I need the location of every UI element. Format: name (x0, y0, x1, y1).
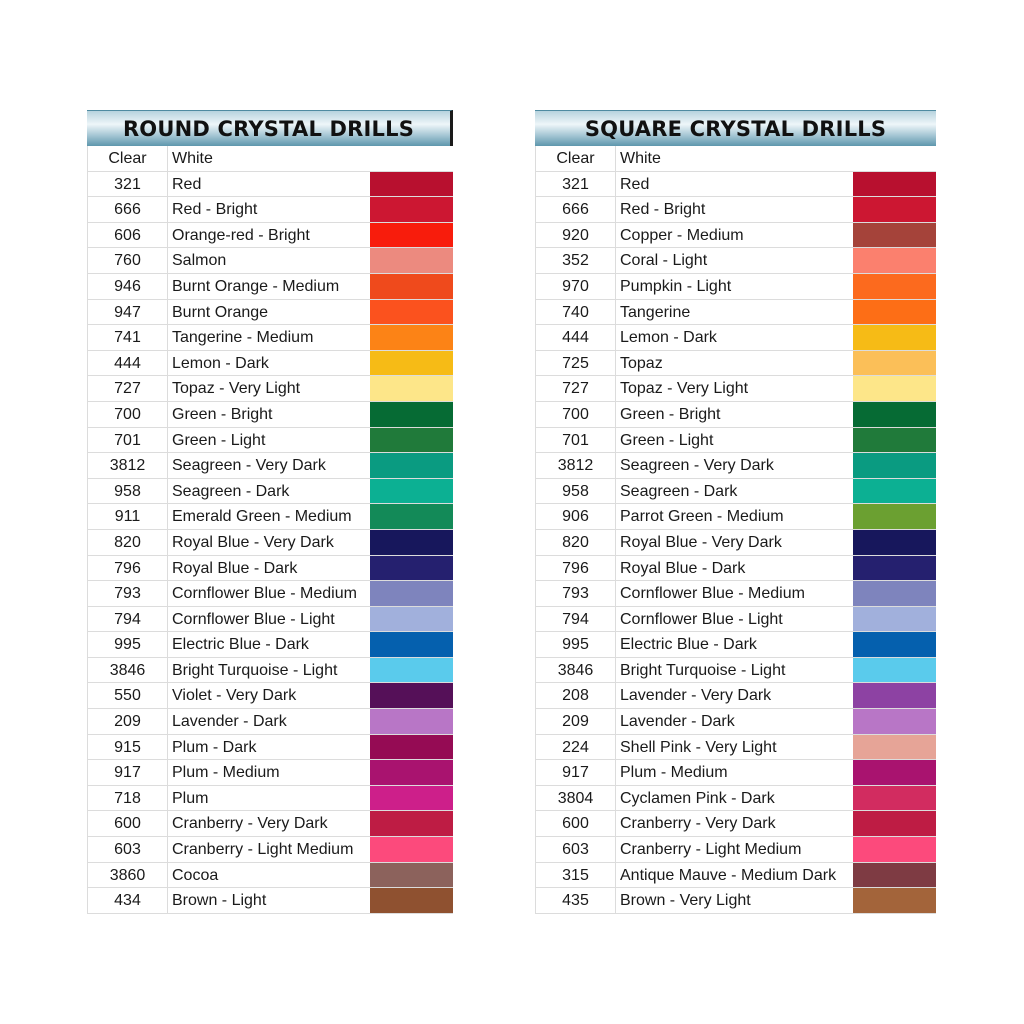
color-swatch (853, 325, 936, 350)
color-swatch (370, 607, 453, 632)
color-swatch (853, 351, 936, 376)
table-row (88, 658, 453, 684)
drill-code: 444 (536, 325, 616, 350)
drill-color-name: Tangerine - Medium (172, 329, 314, 347)
color-swatch (853, 428, 936, 453)
drill-code: 434 (88, 888, 168, 913)
drill-color-name: Green - Light (172, 431, 266, 449)
table-row (88, 325, 453, 351)
drill-color-name: Salmon (172, 252, 227, 270)
color-swatch (853, 402, 936, 427)
color-swatch (853, 172, 936, 197)
color-swatch (853, 888, 936, 913)
drill-color-name: Cranberry - Light Medium (172, 841, 354, 859)
drill-code: 793 (536, 581, 616, 606)
color-swatch (370, 683, 453, 708)
table-row (88, 453, 453, 479)
table-row (88, 376, 453, 402)
drill-color-name: Tangerine (620, 303, 691, 321)
color-swatch (370, 248, 453, 273)
table-row (88, 683, 453, 709)
drill-code: 3804 (536, 786, 616, 811)
color-swatch (853, 376, 936, 401)
color-swatch (853, 300, 936, 325)
drill-code: 946 (88, 274, 168, 299)
table-row (88, 172, 453, 198)
drill-code: 3846 (88, 658, 168, 683)
drill-color-name: Lavender - Very Dark (620, 687, 772, 705)
table-row (536, 530, 936, 556)
color-swatch (853, 504, 936, 529)
table-row (88, 351, 453, 377)
drill-code: 3812 (536, 453, 616, 478)
drill-code: 435 (536, 888, 616, 913)
square-drills-table (535, 110, 936, 914)
color-swatch (370, 632, 453, 657)
drill-color-name: Royal Blue - Dark (172, 559, 298, 577)
color-swatch (370, 581, 453, 606)
color-swatch (370, 146, 453, 171)
table-row (88, 888, 453, 914)
color-swatch (370, 863, 453, 888)
drill-color-name: White (172, 150, 213, 167)
square-drills-rows (535, 146, 936, 914)
color-swatch (370, 760, 453, 785)
drill-color-name: Bright Turquoise - Light (620, 661, 786, 679)
table-row (536, 888, 936, 914)
table-row (536, 658, 936, 684)
drill-code: 917 (536, 760, 616, 785)
drill-color-name: Emerald Green - Medium (172, 508, 352, 526)
drill-color-name: Brown - Very Light (620, 892, 751, 910)
drill-color-name: Cyclamen Pink - Dark (620, 789, 775, 807)
color-swatch (370, 658, 453, 683)
drill-code: 727 (88, 376, 168, 401)
drill-color-name: Antique Mauve - Medium Dark (620, 866, 837, 884)
color-swatch (370, 351, 453, 376)
color-swatch (370, 453, 453, 478)
drill-code: 958 (88, 479, 168, 504)
table-row (536, 556, 936, 582)
drill-color-name: Red - Bright (172, 201, 258, 219)
drill-color-name: Shell Pink - Very Light (620, 738, 777, 756)
table-row (536, 351, 936, 377)
drill-code: 550 (88, 683, 168, 708)
drill-color-name: Red (620, 175, 650, 193)
table-row (88, 581, 453, 607)
color-swatch (370, 376, 453, 401)
drill-color-name: Cocoa (172, 866, 219, 884)
drill-code: Clear (536, 146, 616, 171)
color-swatch (853, 581, 936, 606)
drill-code: 995 (536, 632, 616, 657)
table-row (88, 837, 453, 863)
table-row (88, 223, 453, 249)
drill-color-name: Topaz (620, 354, 663, 372)
color-swatch (853, 863, 936, 888)
table-row (88, 479, 453, 505)
table-row (536, 709, 936, 735)
color-swatch (370, 837, 453, 862)
color-swatch (370, 428, 453, 453)
drill-code: 794 (88, 607, 168, 632)
drill-color-name: Green - Light (620, 431, 714, 449)
table-row (536, 581, 936, 607)
table-row (88, 735, 453, 761)
drill-code: 794 (536, 607, 616, 632)
color-swatch (370, 811, 453, 836)
drill-color-name: Topaz - Very Light (620, 380, 749, 398)
color-swatch (370, 223, 453, 248)
color-swatch (370, 300, 453, 325)
table-row (536, 683, 936, 709)
drill-code: 760 (88, 248, 168, 273)
drill-color-name: Coral - Light (620, 252, 708, 270)
drill-color-name: Seagreen - Dark (620, 482, 738, 500)
table-row (536, 300, 936, 326)
drill-color-name: Green - Bright (620, 405, 721, 423)
drill-color-name: Burnt Orange - Medium (172, 277, 340, 295)
drill-code: 603 (88, 837, 168, 862)
color-swatch (853, 453, 936, 478)
table-row (536, 760, 936, 786)
drill-color-name: Electric Blue - Dark (620, 636, 757, 654)
drill-code: 321 (88, 172, 168, 197)
table-row (536, 376, 936, 402)
drill-code: 3812 (88, 453, 168, 478)
drill-code: 209 (88, 709, 168, 734)
drill-color-name: Plum (172, 789, 209, 807)
drill-color-name: Lemon - Dark (620, 329, 717, 347)
table-row (536, 837, 936, 863)
color-swatch (853, 274, 936, 299)
color-swatch (370, 325, 453, 350)
color-swatch (853, 632, 936, 657)
drill-color-name: Electric Blue - Dark (172, 636, 309, 654)
color-swatch (853, 223, 936, 248)
drill-color-name: Cornflower Blue - Medium (620, 585, 805, 603)
drill-code: 700 (88, 402, 168, 427)
drill-color-name: Red - Bright (620, 201, 706, 219)
table-row (88, 760, 453, 786)
drill-code: Clear (88, 146, 168, 171)
table-row (536, 274, 936, 300)
drill-color-name: Topaz - Very Light (172, 380, 301, 398)
drill-color-name: Cornflower Blue - Light (620, 610, 783, 628)
drill-code: 970 (536, 274, 616, 299)
color-swatch (370, 888, 453, 913)
table-row (536, 223, 936, 249)
drill-color-name: Parrot Green - Medium (620, 508, 784, 526)
drill-code: 209 (536, 709, 616, 734)
table-row (88, 632, 453, 658)
drill-code: 603 (536, 837, 616, 862)
drill-color-name: Brown - Light (172, 892, 267, 910)
square-drills-title: SQUARE CRYSTAL DRILLS (535, 110, 936, 146)
drill-color-name: Orange-red - Bright (172, 226, 310, 244)
color-swatch (853, 786, 936, 811)
drill-color-name: Bright Turquoise - Light (172, 661, 338, 679)
round-drills-rows (87, 146, 453, 914)
table-row (536, 428, 936, 454)
drill-code: 701 (536, 428, 616, 453)
table-row (88, 863, 453, 889)
table-row (88, 530, 453, 556)
drill-code: 793 (88, 581, 168, 606)
color-swatch (370, 274, 453, 299)
color-swatch (853, 709, 936, 734)
color-swatch (853, 658, 936, 683)
drill-code: 915 (88, 735, 168, 760)
color-swatch (370, 530, 453, 555)
drill-code: 224 (536, 735, 616, 760)
drill-code: 444 (88, 351, 168, 376)
drill-code: 701 (88, 428, 168, 453)
drill-code: 741 (88, 325, 168, 350)
table-row (88, 274, 453, 300)
drill-color-name: Seagreen - Very Dark (620, 457, 774, 475)
color-swatch (853, 837, 936, 862)
drill-color-name: Cranberry - Very Dark (172, 815, 328, 833)
drill-code: 727 (536, 376, 616, 401)
table-row (536, 325, 936, 351)
color-swatch (853, 607, 936, 632)
color-swatch (370, 402, 453, 427)
drill-code: 600 (88, 811, 168, 836)
drill-code: 321 (536, 172, 616, 197)
color-swatch (370, 479, 453, 504)
color-swatch (853, 556, 936, 581)
drill-color-name: Green - Bright (172, 405, 273, 423)
drill-color-name: Pumpkin - Light (620, 277, 732, 295)
table-row (88, 556, 453, 582)
drill-color-name: Cornflower Blue - Light (172, 610, 335, 628)
drill-color-name: Plum - Dark (172, 738, 257, 756)
drill-code: 947 (88, 300, 168, 325)
drill-code: 796 (88, 556, 168, 581)
table-row (88, 197, 453, 223)
drill-code: 606 (88, 223, 168, 248)
drill-code: 315 (536, 863, 616, 888)
drill-code: 958 (536, 479, 616, 504)
round-drills-title: ROUND CRYSTAL DRILLS (87, 110, 453, 146)
table-row (88, 504, 453, 530)
table-row (88, 786, 453, 812)
drill-code: 995 (88, 632, 168, 657)
drill-color-name: Red (172, 175, 202, 193)
drill-code: 917 (88, 760, 168, 785)
color-swatch (370, 735, 453, 760)
drill-code: 820 (88, 530, 168, 555)
color-swatch (370, 709, 453, 734)
drill-code: 796 (536, 556, 616, 581)
drill-color-name: Cranberry - Light Medium (620, 841, 802, 859)
drill-code: 725 (536, 351, 616, 376)
drill-code: 911 (88, 504, 168, 529)
drill-code: 740 (536, 300, 616, 325)
drill-color-name: Royal Blue - Very Dark (172, 533, 334, 551)
drill-code: 3860 (88, 863, 168, 888)
round-drills-table (87, 110, 453, 914)
drill-color-name: Cornflower Blue - Medium (172, 585, 357, 603)
drill-color-name: White (620, 150, 661, 167)
drill-color-name: Seagreen - Very Dark (172, 457, 326, 475)
color-swatch (853, 479, 936, 504)
drill-code: 208 (536, 683, 616, 708)
table-row (536, 248, 936, 274)
color-swatch (370, 504, 453, 529)
table-row (536, 479, 936, 505)
color-swatch (370, 172, 453, 197)
drill-code: 700 (536, 402, 616, 427)
table-row (536, 607, 936, 633)
drill-color-name: Lavender - Dark (620, 713, 735, 731)
drill-code: 600 (536, 811, 616, 836)
table-row (536, 504, 936, 530)
table-row (536, 735, 936, 761)
drill-code: 820 (536, 530, 616, 555)
table-row (88, 402, 453, 428)
drill-color-name: Copper - Medium (620, 226, 744, 244)
table-row (88, 300, 453, 326)
color-swatch (370, 786, 453, 811)
color-swatch (853, 811, 936, 836)
color-swatch (370, 197, 453, 222)
drill-code: 718 (88, 786, 168, 811)
drill-color-name: Plum - Medium (172, 764, 280, 782)
table-row (88, 709, 453, 735)
drill-code: 3846 (536, 658, 616, 683)
table-row (536, 402, 936, 428)
color-swatch (853, 197, 936, 222)
table-row (536, 811, 936, 837)
color-swatch (853, 683, 936, 708)
drill-code: 666 (536, 197, 616, 222)
drill-color-name: Royal Blue - Dark (620, 559, 746, 577)
table-row (536, 146, 936, 172)
table-row (536, 632, 936, 658)
color-swatch (853, 146, 936, 171)
drill-color-name: Burnt Orange (172, 303, 269, 321)
drill-color-name: Seagreen - Dark (172, 482, 290, 500)
color-swatch (370, 556, 453, 581)
drill-code: 906 (536, 504, 616, 529)
drill-code: 352 (536, 248, 616, 273)
color-swatch (853, 248, 936, 273)
table-row (88, 811, 453, 837)
drill-code: 920 (536, 223, 616, 248)
table-row (88, 428, 453, 454)
table-row (536, 786, 936, 812)
drill-color-name: Cranberry - Very Dark (620, 815, 776, 833)
color-swatch (853, 530, 936, 555)
drill-color-name: Royal Blue - Very Dark (620, 533, 782, 551)
table-row (88, 607, 453, 633)
drill-color-name: Violet - Very Dark (172, 687, 297, 705)
table-row (536, 172, 936, 198)
table-row (536, 197, 936, 223)
drill-color-name: Plum - Medium (620, 764, 728, 782)
table-row (536, 863, 936, 889)
drill-color-name: Lavender - Dark (172, 713, 287, 731)
table-row (88, 248, 453, 274)
table-row (88, 146, 453, 172)
table-row (536, 453, 936, 479)
color-swatch (853, 760, 936, 785)
color-swatch (853, 735, 936, 760)
drill-code: 666 (88, 197, 168, 222)
drill-color-name: Lemon - Dark (172, 354, 269, 372)
